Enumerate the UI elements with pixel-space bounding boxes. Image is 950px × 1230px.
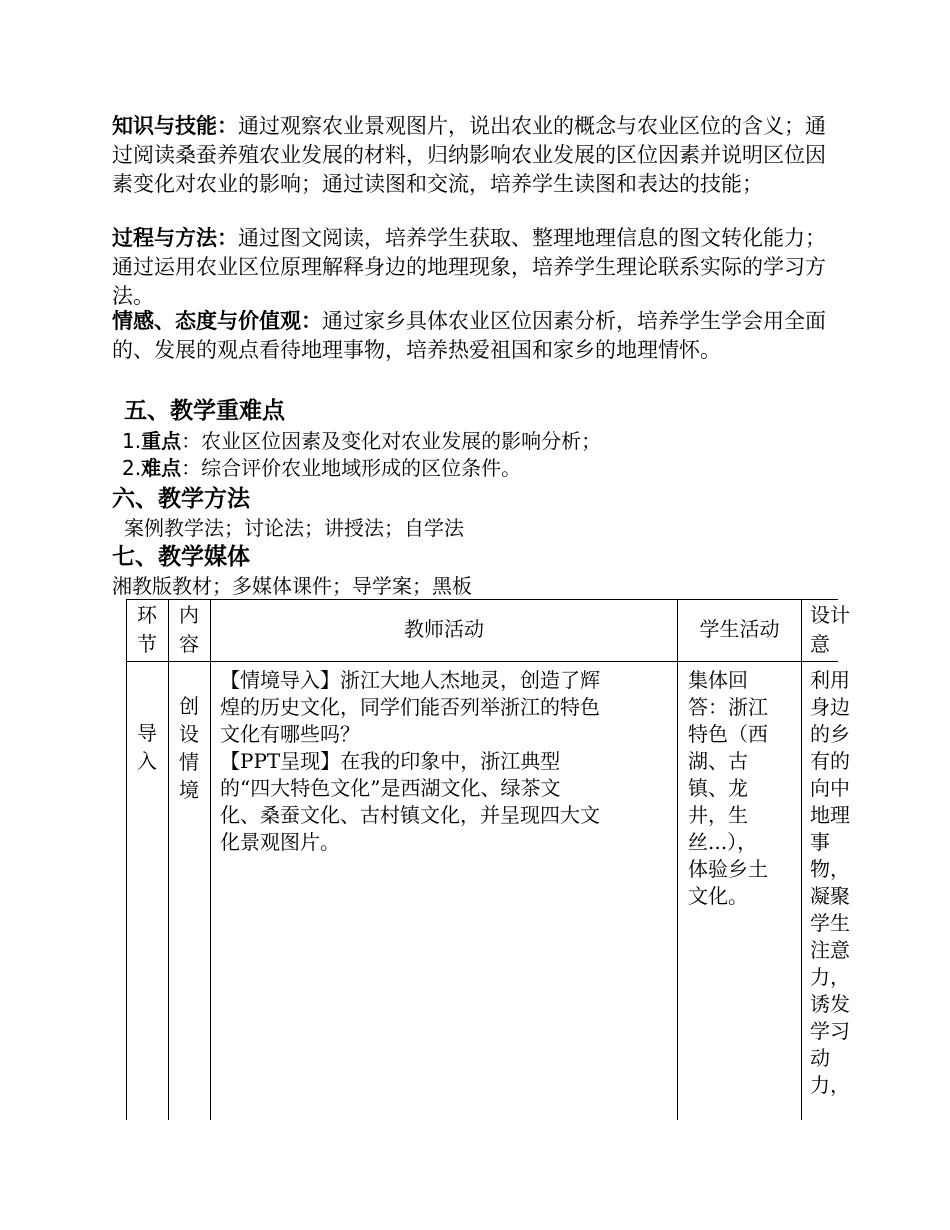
objective-attitude	[112, 307, 840, 365]
item-label: 难点	[141, 456, 182, 480]
cell-line: 有的	[810, 749, 850, 773]
cell-line: 体验乡土	[688, 857, 768, 881]
cell-line: 力，	[810, 965, 850, 989]
cell-line: 特色（西	[688, 722, 768, 746]
item-text: ：农业区位因素及变化对农业发展的影响分析；	[181, 429, 602, 453]
cell-line: 地理	[810, 803, 850, 827]
row-student-activity	[688, 667, 768, 910]
cell-line: 的乡	[810, 722, 850, 746]
cell-line: 文化有哪些吗？	[220, 722, 360, 746]
cell-line: 向中	[810, 776, 850, 800]
section-5-heading: 五、教学重难点	[124, 398, 285, 424]
item-number: 1.	[122, 429, 142, 453]
table-col-divider	[210, 599, 211, 1120]
cell-line: 学生	[810, 911, 850, 935]
cell-line: 注意	[810, 938, 850, 962]
table-border-top	[126, 599, 838, 600]
cell-line: 湖、古	[688, 749, 748, 773]
cell-line: 集体回	[688, 668, 748, 692]
table-col-divider	[168, 599, 169, 1120]
objective-knowledge	[112, 112, 840, 199]
item-number: 2.	[122, 456, 142, 480]
cell-line: 【PPT呈现】在我的印象中，浙江典型	[220, 749, 561, 773]
header-student-activity: 学生活动	[699, 617, 780, 641]
header-design-intent: 设计意	[810, 603, 850, 656]
cell-line: 诱发	[810, 992, 850, 1016]
difficult-point-item	[122, 452, 521, 481]
teaching-methods-text: 案例教学法；讨论法；讲授法；自学法	[124, 516, 464, 540]
objective-label: 过程与方法：	[112, 226, 238, 250]
cell-line: 利用	[810, 668, 850, 692]
cell-line: 凝聚	[810, 884, 850, 908]
section-7-heading: 七、教学媒体	[112, 544, 250, 570]
cell-line: 的“四大特色文化”是西湖文化、绿茶文	[220, 776, 561, 800]
objective-text: 通过家乡具体农业区位因素分析，培养学生学会用全面的、发展的观点看待地理事物，培养热爱祖国和家乡的地理情怀。	[112, 309, 826, 362]
row-content: 创设情境	[179, 694, 199, 802]
table-border-left	[126, 599, 127, 1120]
key-point-item	[122, 425, 601, 454]
cell-line: 事	[810, 830, 830, 854]
cell-line: 化景观图片。	[220, 830, 340, 854]
cell-line: 物，	[810, 857, 850, 881]
header-stage: 环节	[137, 603, 157, 656]
objective-label: 情感、态度与价值观：	[112, 309, 322, 333]
table-col-divider	[801, 599, 802, 1120]
row-stage: 导入	[137, 721, 157, 773]
cell-line: 答：浙江	[688, 695, 768, 719]
objective-text: 通过图文阅读，培养学生获取、整理地理信息的图文转化能力；通过运用农业区位原理解释身边的地理现象，培养学生理论联系实际的学习方法。	[112, 226, 826, 308]
cell-line: 井，生	[688, 803, 748, 827]
cell-line: 文化。	[688, 884, 748, 908]
cell-line: 身边	[810, 695, 850, 719]
item-text: ：综合评价农业地域形成的区位条件。	[181, 456, 522, 480]
objective-process	[112, 224, 840, 311]
cell-line: 学习	[810, 1019, 850, 1043]
cell-line: 力，	[810, 1073, 850, 1097]
section-6-heading: 六、教学方法	[112, 486, 250, 512]
cell-line: 动	[810, 1046, 830, 1070]
table-col-divider	[677, 599, 678, 1120]
teaching-media-text: 湘教版教材；多媒体课件；导学案；黑板	[112, 574, 472, 598]
cell-line: 【情境导入】浙江大地人杰地灵，创造了辉	[220, 668, 600, 692]
row-design-intent	[810, 667, 850, 1099]
cell-line: 镇、龙	[688, 776, 748, 800]
cell-line: 丝...），	[688, 830, 758, 854]
cell-line: 化、桑蚕文化、古村镇文化，并呈现四大文	[220, 803, 600, 827]
objective-label: 知识与技能：	[112, 114, 238, 138]
lesson-table	[126, 599, 850, 1120]
header-content: 内容	[179, 603, 199, 656]
item-label: 重点	[141, 429, 182, 453]
objective-text: 通过观察农业景观图片，说出农业的概念与农业区位的含义；通过阅读桑蚕养殖农业发展的材料，归纳影响农业发展的区位因素并说明区位因素变化对农业的影响；通过读图和交流，培养学生读图和表达的技能；	[112, 114, 826, 196]
table-row-divider	[126, 661, 838, 662]
cell-line: 煌的历史文化，同学们能否列举浙江的特色	[220, 695, 600, 719]
header-teacher-activity: 教师活动	[404, 617, 484, 641]
row-teacher-activity	[220, 667, 600, 856]
